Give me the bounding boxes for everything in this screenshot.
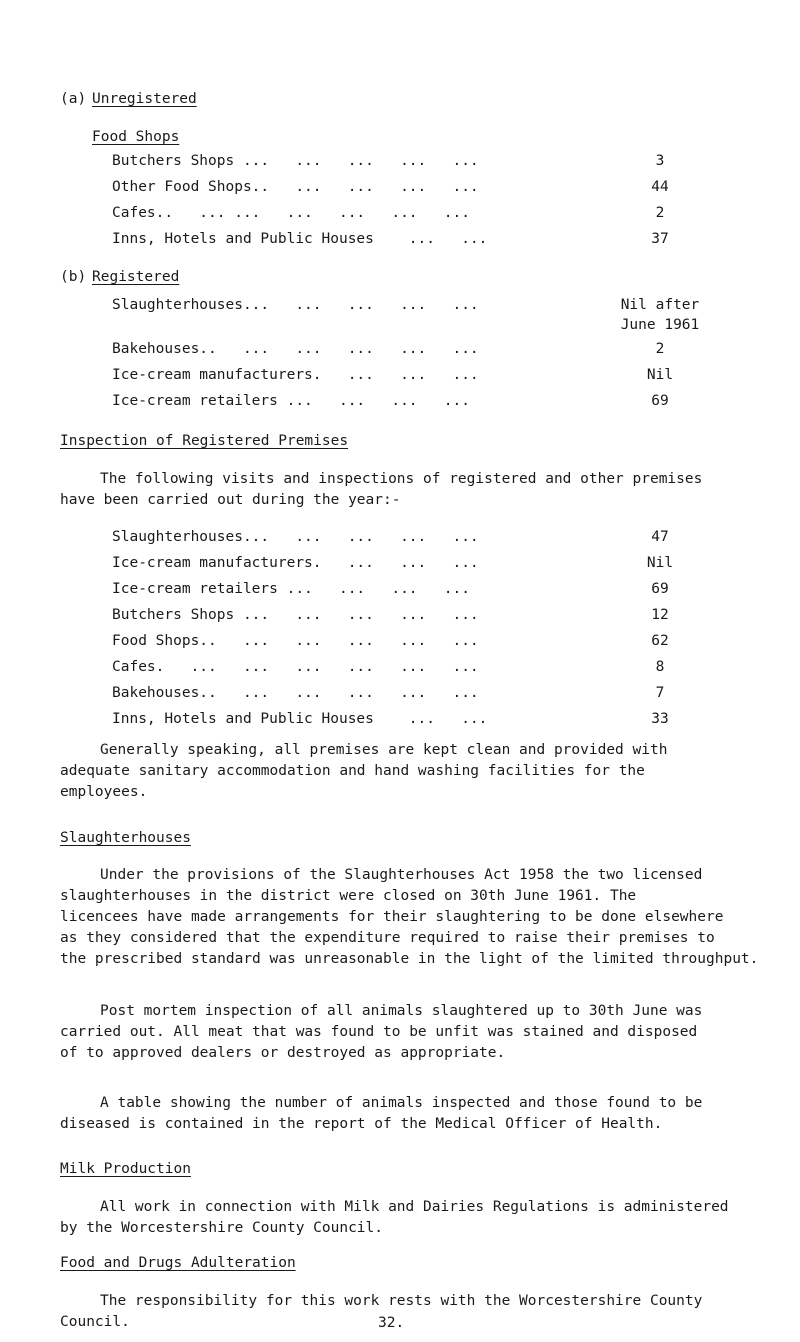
row-label: Ice-cream retailers ... ... ... ... [112,581,470,597]
row-label: Bakehouses.. ... ... ... ... ... [112,685,479,701]
row-label: Butchers Shops ... ... ... ... ... [112,153,479,169]
row-value-continued: June 1961 [620,317,700,333]
inspection-summary: Generally speaking, all premises are kept clean and provided with adequate sanitary accommodation and hand washing facilities for the employees. [60,742,668,800]
row-label: Inns, Hotels and Public Houses ... ... [112,231,488,247]
table-row [112,580,752,600]
row-value: Nil [646,555,674,571]
inspection-heading: Inspection of Registered Premises [60,433,349,449]
row-label: Other Food Shops.. ... ... ... ... [112,179,479,195]
food-shops-subheading: Food Shops [92,129,180,145]
table-row [112,658,752,678]
row-value: Nil after [620,297,700,313]
milk-production-paragraph: All work in connection with Milk and Dairies Regulations is administered by the Worcestershire County Council. [60,1199,729,1236]
row-value: 37 [651,231,669,247]
food-drugs-paragraph: The responsibility for this work rests with the Worcestershire County Council. [60,1293,703,1330]
slaughterhouses-paragraph-2: Post mortem inspection of all animals slaughtered up to 30th June was carried out. All meat that was found to be unfit was stained and disposed of to approved dealers or destroyed as appropriate. [60,1003,703,1061]
row-value: 2 [655,205,665,221]
row-label: Ice-cream retailers ... ... ... ... [112,393,470,409]
row-label: Cafes.. ... ... ... ... ... ... [112,205,470,221]
row-label: Food Shops.. ... ... ... ... ... [112,633,479,649]
row-value: 2 [655,341,665,357]
row-label: Cafes. ... ... ... ... ... ... [112,659,479,675]
table-row [112,606,752,626]
page-number: 32. [378,1315,405,1331]
row-label: Ice-cream manufacturers. ... ... ... [112,367,479,383]
slaughterhouses-paragraph-1: Under the provisions of the Slaughterhouses Act 1958 the two licensed slaughterhouses in the district were closed on 30th June 1961. The licencees have made arrangements for their slaughtering to be done elsewhere as they considered that the expenditure required to raise their premises to the prescribed standard was unreasonable in the light of the limited throughput. [60,867,759,967]
row-value: 69 [651,581,669,597]
section-b-marker: (b) [60,269,87,285]
row-label: Bakehouses.. ... ... ... ... ... [112,341,479,357]
table-row [112,710,752,730]
list-item [112,392,752,412]
row-value: 7 [655,685,665,701]
row-value: 33 [651,711,669,727]
list-item [112,152,752,172]
list-item [112,366,752,386]
slaughterhouses-heading: Slaughterhouses [60,830,191,846]
table-row [112,554,752,574]
row-label: Slaughterhouses... ... ... ... ... [112,297,479,313]
row-value: 44 [651,179,669,195]
list-item [112,178,752,198]
list-item [112,230,752,250]
row-value: 3 [655,153,665,169]
row-value: 47 [651,529,669,545]
row-label: Slaughterhouses... ... ... ... ... [112,529,479,545]
food-drugs-heading: Food and Drugs Adulteration [60,1255,296,1271]
milk-production-heading: Milk Production [60,1161,191,1177]
list-item [112,204,752,224]
list-item [112,296,752,336]
row-value: 12 [651,607,669,623]
slaughterhouses-paragraph-3: A table showing the number of animals inspected and those found to be diseased is contained in the report of the Medical Officer of Health. [60,1095,703,1132]
row-value: 62 [651,633,669,649]
section-a-heading: Unregistered [92,91,197,107]
table-row [112,528,752,548]
table-row [112,632,752,652]
row-label: Butchers Shops ... ... ... ... ... [112,607,479,623]
row-value: Nil [646,367,674,383]
section-a-marker: (a) [60,91,87,107]
row-label: Ice-cream manufacturers. ... ... ... [112,555,479,571]
section-b-heading: Registered [92,269,180,285]
row-value: 8 [655,659,665,675]
inspection-intro-line2: have been carried out during the year:- [60,492,401,508]
row-value: 69 [651,393,669,409]
inspection-intro-line1: The following visits and inspections of registered and other premises [100,471,703,487]
row-label: Inns, Hotels and Public Houses ... ... [112,711,488,727]
list-item [112,340,752,360]
table-row [112,684,752,704]
